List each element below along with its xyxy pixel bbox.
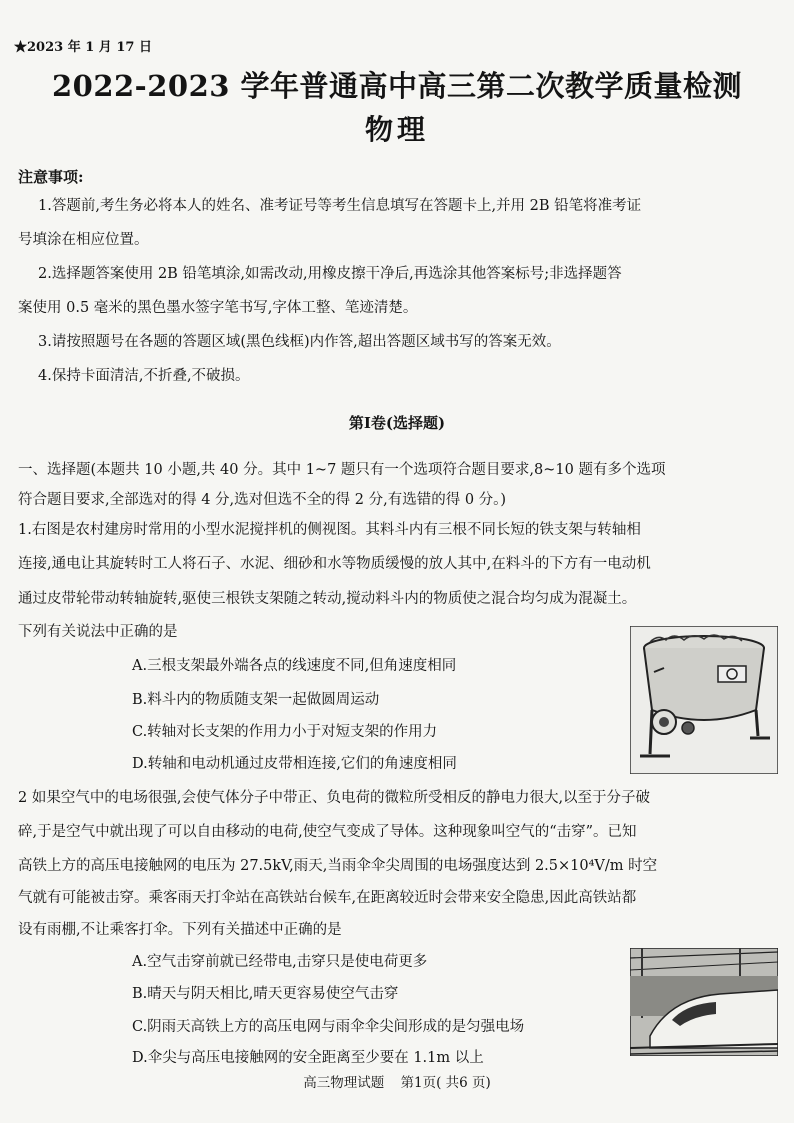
- exam-date: ★2023 年 1 月 17 日: [14, 40, 152, 55]
- q2-option-a: A.空气击穿前就已经带电,击穿只是使电荷更多: [132, 954, 428, 970]
- cement-mixer-figure: [630, 626, 778, 774]
- notes-line: 3.请按照题号在各题的答题区域(黑色线框)内作答,超出答题区域书写的答案无效。: [38, 334, 561, 350]
- section-intro-line: 一、选择题(本题共 10 小题,共 40 分。其中 1~7 题只有一个选项符合题目要求,8~10 题有多个选项: [18, 462, 666, 478]
- q2-stem-line: 气就有可能被击穿。乘客雨天打伞站在高铁站台候车,在距离较近时会带来安全隐患,因此高铁站都: [18, 890, 637, 906]
- q1-option-c: C.转轴对长支架的作用力小于对短支架的作用力: [132, 724, 438, 740]
- q1-stem-line: 1.右图是农村建房时常用的小型水泥搅拌机的侧视图。其料斗内有三根不同长短的铁支架与转轴相: [18, 522, 641, 538]
- exam-subject: 物理: [364, 113, 429, 146]
- q1-option-b: B.料斗内的物质随支架一起做圆周运动: [132, 692, 380, 708]
- q2-stem-line: 设有雨棚,不让乘客打伞。下列有关描述中正确的是: [18, 922, 342, 938]
- notes-line: 2.选择题答案使用 2B 铅笔填涂,如需改动,用橡皮擦干净后,再选涂其他答案标号;非选择题答: [38, 266, 622, 282]
- notes-line: 案使用 0.5 毫米的黑色墨水签字笔书写,字体工整、笔迹清楚。: [18, 300, 418, 316]
- q1-option-d: D.转轴和电动机通过皮带相连接,它们的角速度相同: [132, 756, 457, 772]
- footer-page-number: 第1页( 共6 页): [400, 1075, 491, 1091]
- q1-stem-line: 连接,通电让其旋转时工人将石子、水泥、细砂和水等物质缓慢的放人其中,在料斗的下方有一电动机: [18, 556, 651, 572]
- footer-subject: 高三物理试题: [303, 1075, 385, 1091]
- section-title: 第Ⅰ卷(选择题): [348, 414, 446, 432]
- notes-line: 号填涂在相应位置。: [18, 232, 149, 248]
- notes-line: 4.保持卡面清洁,不折叠,不破损。: [38, 368, 250, 384]
- high-speed-train-figure: [630, 948, 778, 1056]
- q2-stem-line: 2 如果空气中的电场很强,会使气体分子中带正、负电荷的微粒所受相反的静电力很大,以至于分子破: [18, 790, 651, 806]
- exam-title: 2022-2023 学年普通高中高三第二次教学质量检测: [51, 69, 743, 103]
- section-intro-line: 符合题目要求,全部选对的得 4 分,选对但选不全的得 2 分,有选错的得 0 分。): [18, 492, 507, 508]
- q1-option-a: A.三根支架最外端各点的线速度不同,但角速度相同: [132, 658, 457, 674]
- q2-option-d: D.伞尖与高压电接触网的安全距离至少要在 1.1m 以上: [132, 1050, 484, 1066]
- q2-stem-line: 碎,于是空气中就出现了可以自由移动的电荷,使空气变成了导体。这种现象叫空气的“击穿”。已知: [18, 824, 637, 840]
- q2-option-b: B.晴天与阴天相比,晴天更容易使空气击穿: [132, 986, 399, 1002]
- notes-heading: 注意事项:: [18, 168, 84, 186]
- q1-stem-line: 下列有关说法中正确的是: [18, 624, 178, 640]
- q2-option-c: C.阴雨天高铁上方的高压电网与雨伞伞尖间形成的是匀强电场: [132, 1019, 525, 1035]
- notes-line: 1.答题前,考生务必将本人的姓名、准考证号等考生信息填写在答题卡上,并用 2B 铅笔将准考证: [38, 198, 642, 214]
- q1-stem-line: 通过皮带轮带动转轴旋转,驱使三根铁支架随之转动,搅动料斗内的物质使之混合均匀成为混凝土。: [18, 591, 637, 607]
- page-footer: [0, 1071, 794, 1091]
- q2-stem-line: 高铁上方的高压电接触网的电压为 27.5kV,雨天,当雨伞伞尖周围的电场强度达到 2.5×10⁴V/m 时空: [18, 858, 658, 874]
